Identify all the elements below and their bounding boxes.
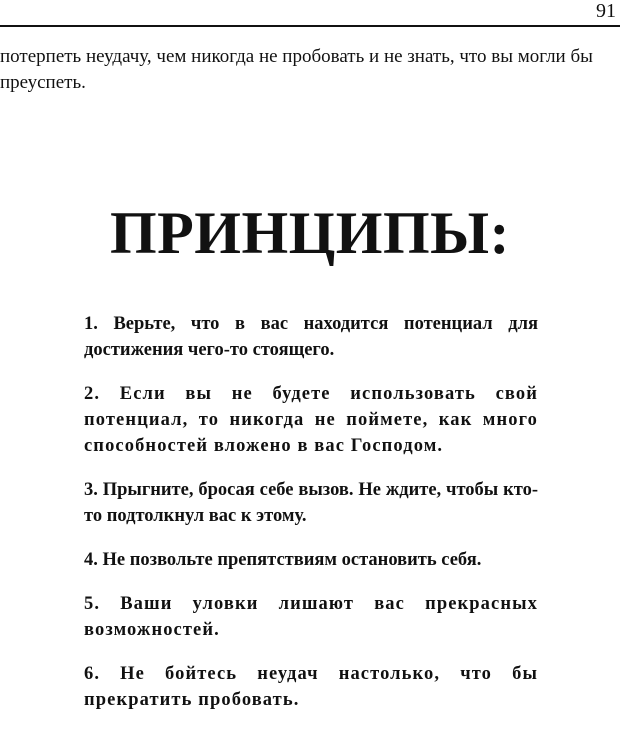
intro-paragraph [0, 44, 618, 96]
principle-3: 3. Прыгните, бросая себе вызов. Не ждите, чтобы кто-то подтолкнул вас к этому. [84, 480, 538, 526]
intro-text: потерпеть неудачу, чем никогда не пробовать и не знать, что вы могли бы преуспеть. [0, 46, 593, 93]
header-rule [0, 25, 620, 27]
principle-6: 6. Не бойтесь неудач настолько, что бы прекратить пробовать. [84, 664, 538, 710]
principle-4: 4. Не позвольте препятствиям остановить себя. [84, 550, 482, 570]
principle-1: 1. Верьте, что в вас находится потенциал для достижения чего-то стоящего. [84, 314, 538, 360]
section-heading: ПРИНЦИПЫ: [109, 200, 511, 266]
page-number: 91 [596, 0, 616, 22]
principle-5: 5. Ваши уловки лишают вас прекрасных возможностей. [84, 594, 538, 640]
principles-list [84, 311, 538, 731]
principle-2: 2. Если вы не будете использовать свой потенциал, то никогда не поймете, как много способностей вложено в вас Господом. [84, 384, 538, 456]
